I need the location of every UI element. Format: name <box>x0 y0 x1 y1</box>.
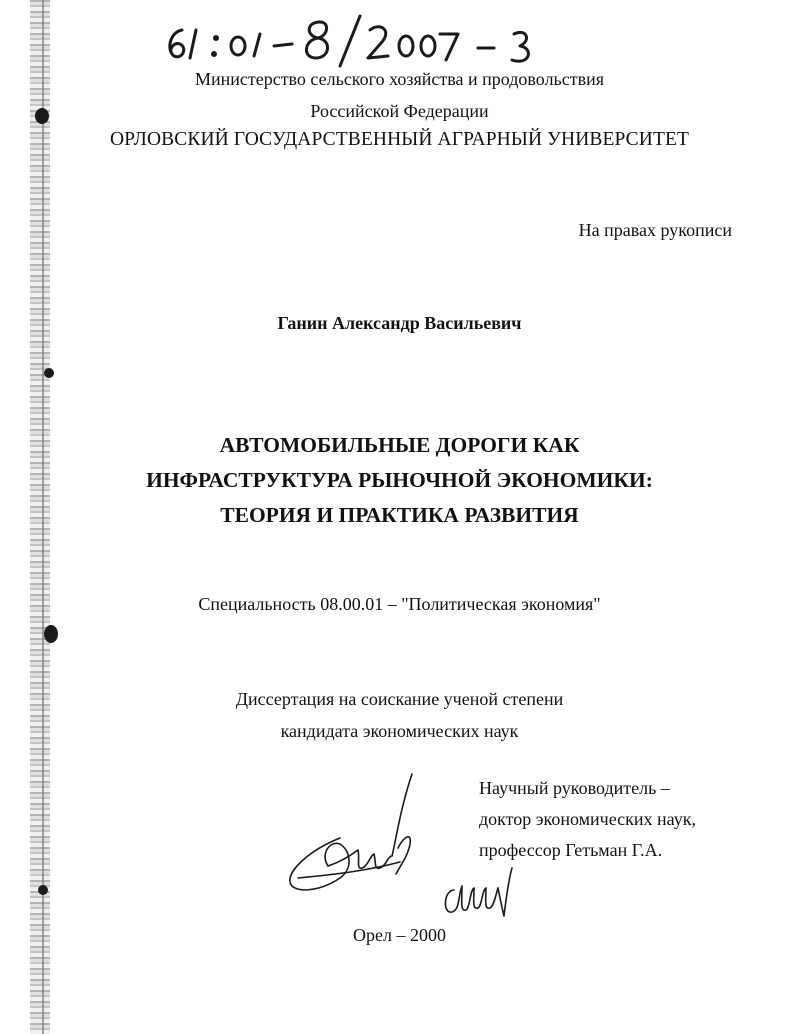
degree-line-2: кандидата экономических наук <box>280 721 519 741</box>
degree-line-1: Диссертация на соискание ученой степени <box>235 689 564 709</box>
ministry-line: Министерство сельского хозяйства и продовольствия <box>194 69 605 89</box>
handwritten-archive-code <box>160 8 560 68</box>
supervisor-signature <box>440 860 520 920</box>
scan-blot <box>38 885 48 895</box>
degree-statement <box>0 683 799 747</box>
scan-blot <box>44 625 58 643</box>
dissertation-title <box>0 428 799 533</box>
supervisor-line-1: Научный руководитель – <box>479 778 670 798</box>
supervisor-line-2: доктор экономических наук, <box>479 809 696 829</box>
university-name: ОРЛОВСКИЙ ГОСУДАРСТВЕННЫЙ АГРАРНЫЙ УНИВЕРСИТЕТ <box>109 129 690 150</box>
specialty-line: Специальность 08.00.01 – "Политическая экономия" <box>198 594 601 614</box>
title-line-1: АВТОМОБИЛЬНЫЕ ДОРОГИ КАК <box>219 433 580 457</box>
title-line-2: ИНФРАСТРУКТУРА РЫНОЧНОЙ ЭКОНОМИКИ: <box>146 468 653 492</box>
title-line-3: ТЕОРИЯ И ПРАКТИКА РАЗВИТИЯ <box>220 503 579 527</box>
federation-line: Российской Федерации <box>310 101 489 121</box>
scan-blot <box>44 368 54 378</box>
rights-note: На правах рукописи <box>578 220 732 240</box>
author-name: Ганин Александр Васильевич <box>277 313 522 333</box>
supervisor-block <box>479 773 696 866</box>
author-signature <box>280 770 430 900</box>
supervisor-line-3: профессор Гетьман Г.А. <box>479 840 663 860</box>
city-year: Орел – 2000 <box>353 925 446 945</box>
